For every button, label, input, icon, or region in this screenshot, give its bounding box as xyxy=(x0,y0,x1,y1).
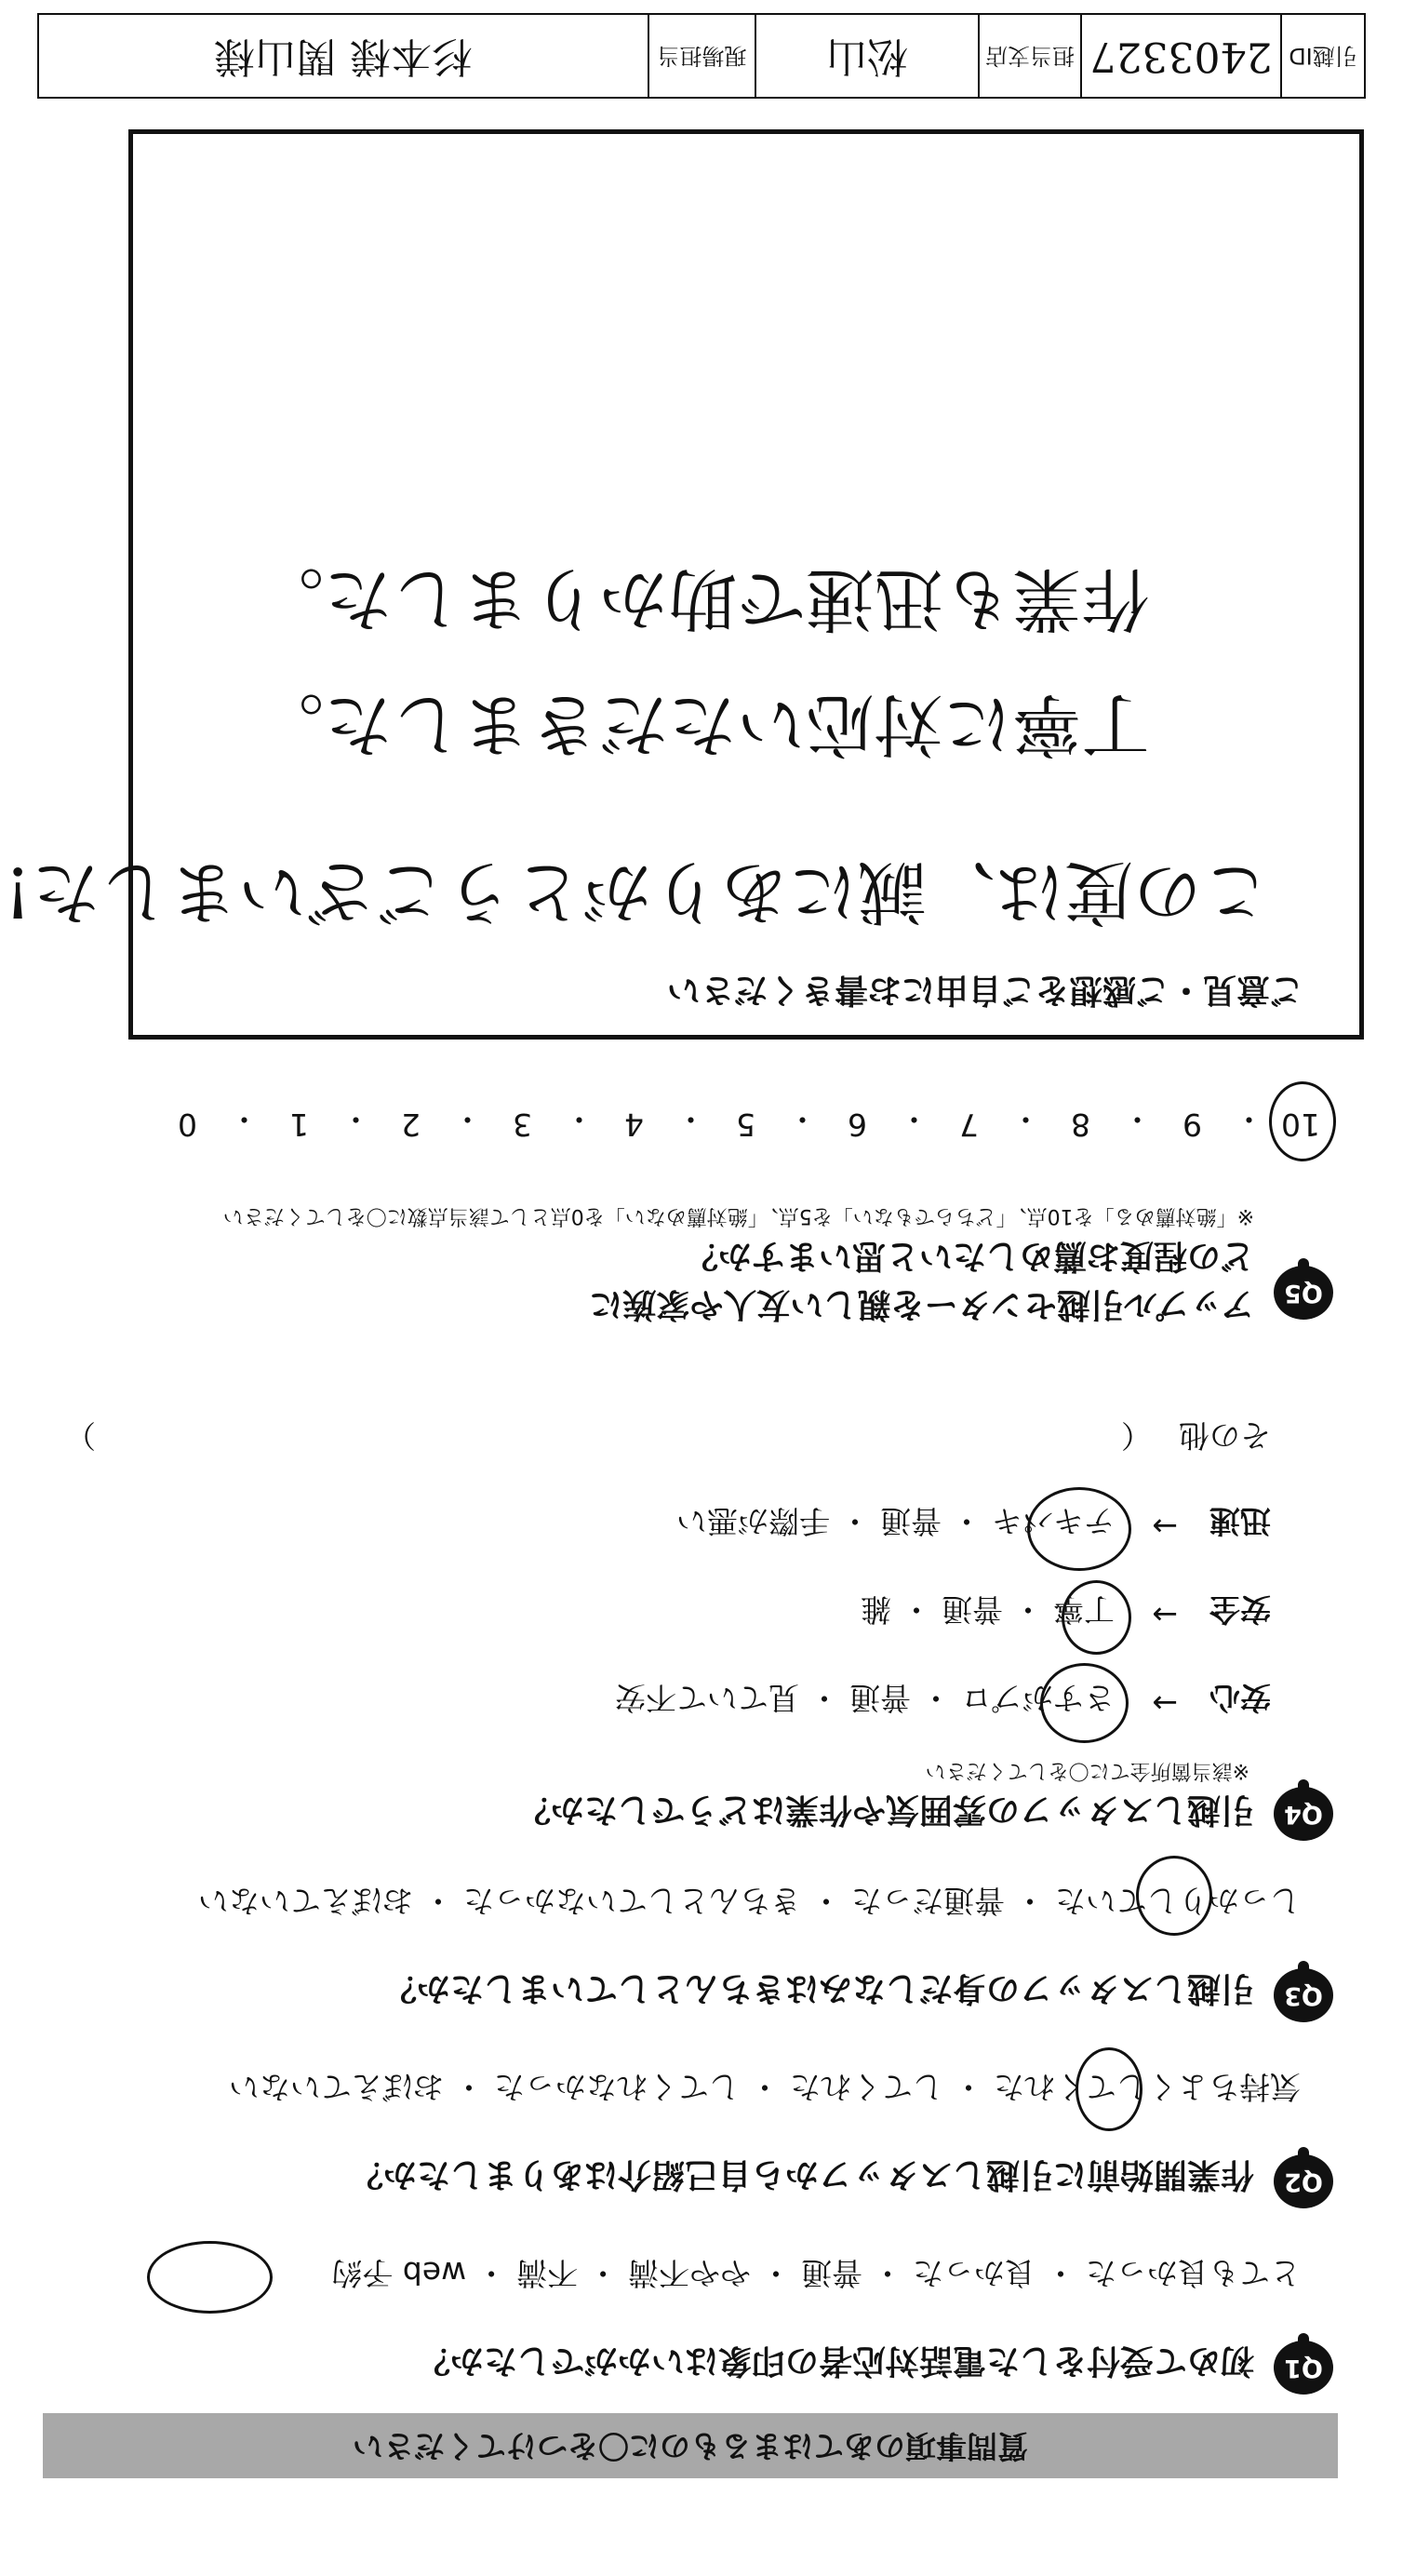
comment-title: ご意見・ご感想をご自由にお書きください xyxy=(666,971,1303,1009)
q5-badge: Q5 xyxy=(1274,1266,1333,1320)
answer-circle xyxy=(1076,2047,1142,2131)
q4-badge: Q4 xyxy=(1274,1787,1333,1841)
scale-value: 9 xyxy=(1183,1107,1202,1143)
answer-circle xyxy=(147,2241,273,2314)
q2-badge: Q2 xyxy=(1274,2154,1333,2208)
q4-row-label: 安心 xyxy=(1209,1680,1271,1716)
branch-value: 松山 xyxy=(755,15,978,97)
answer-circle xyxy=(1136,1856,1212,1936)
q5-note: ※「絶対薦める」を10点、「どちらでもない」を5点、「絶対薦めない」を0点として該当点数に〇をしてください xyxy=(222,1204,1254,1228)
id-table xyxy=(37,13,1366,99)
q4-row-label: 迅速 xyxy=(1209,1503,1271,1539)
answer-circle xyxy=(1040,1663,1129,1743)
instruction-text: 質問事項のあてはまるものに〇をつけてください xyxy=(353,2428,1028,2464)
q4-other-paren: （ xyxy=(1121,1417,1152,1454)
id-label: 引越ID xyxy=(1280,15,1364,97)
q1-badge: Q1 xyxy=(1274,2341,1333,2395)
handwritten-comment: 作業も迅速で助かりました。 xyxy=(255,558,1150,638)
q4-row-label: 安全 xyxy=(1209,1591,1271,1628)
q4-row-options: さすがプロ ・ 普通 ・ 見ていて不安 xyxy=(615,1680,1115,1716)
recommend-scale: 10 9 8 7 6 5 4 3 2 1 0 ・ ・ ・ ・ ・ ・ ・ ・ ・ ・ xyxy=(178,1101,1320,1143)
scale-value: 0 xyxy=(178,1107,197,1143)
scale-value: 4 xyxy=(624,1107,644,1143)
handwritten-comment: この度は、誠にありがとうございました! xyxy=(4,852,1271,932)
q2-options: 気持ちよくしてくれた ・ してくれた ・ してくれなかった ・ おぼえていない xyxy=(229,2069,1301,2105)
answer-circle xyxy=(1062,1580,1131,1655)
q2-question: 作業開始前に引越しスタッフから自己紹介はありましたか？ xyxy=(349,2155,1254,2194)
scale-value: 6 xyxy=(848,1107,867,1143)
scale-value: 2 xyxy=(401,1107,421,1143)
scale-value: 8 xyxy=(1071,1107,1090,1143)
q4-question: 引越しスタッフの雰囲気や作業はどうでしたか？ xyxy=(516,1791,1254,1829)
q3-badge: Q3 xyxy=(1274,1968,1333,2022)
instruction-bar xyxy=(43,2413,1338,2478)
q1-options: とても良かった ・ 良かった ・ 普通 ・ やや不満 ・ 不満 ・ web 予約 xyxy=(331,2255,1301,2291)
q4-arrow: → xyxy=(1152,1597,1178,1633)
lead-label: 現場担当 xyxy=(648,15,755,97)
q4-row-options: テキパキ ・ 普通 ・ 手際が悪い xyxy=(676,1503,1115,1539)
q4-other-label: その他 xyxy=(1179,1417,1271,1454)
scale-value: 3 xyxy=(513,1107,532,1143)
q4-note: ※該当箇所全てに〇をしてください xyxy=(925,1759,1249,1782)
q3-options: しっかりしていた ・ 普通だった ・ きちんとしていなかった ・ おぼえていない xyxy=(198,1883,1301,1919)
lead-value: 杉本様 関山様 xyxy=(214,33,473,80)
scale-value: 1 xyxy=(289,1107,309,1143)
comment-box xyxy=(4,129,1364,1040)
q4-other-paren: ） xyxy=(65,1417,96,1454)
q1-question: 初めて受付をした電話対応者の印象はいかがでしたか？ xyxy=(416,2341,1254,2380)
q4-arrow: → xyxy=(1152,1685,1178,1722)
q4-row-options: 丁寧 ・ 普通 ・ 雑 xyxy=(861,1591,1115,1628)
q3-question: 引越しスタッフの身だしなみはきちんとしていましたか？ xyxy=(382,1969,1254,2007)
answer-circle xyxy=(1027,1487,1131,1571)
q4-arrow: → xyxy=(1152,1509,1178,1545)
scale-value: 10 xyxy=(1281,1107,1320,1143)
answer-circle xyxy=(1269,1081,1336,1161)
q5-question-line2: どの程度お薦めしたいと思いますか？ xyxy=(684,1237,1254,1275)
scale-value: 5 xyxy=(736,1107,755,1143)
q5-question-line1: アップル引越センターを親しい友人や家族に xyxy=(589,1285,1254,1323)
handwritten-comment: 丁寧に対応いただきました。 xyxy=(255,684,1150,764)
id-value: 2403327 xyxy=(1080,15,1280,97)
scale-value: 7 xyxy=(959,1107,979,1143)
branch-label: 担当支店 xyxy=(978,15,1080,97)
